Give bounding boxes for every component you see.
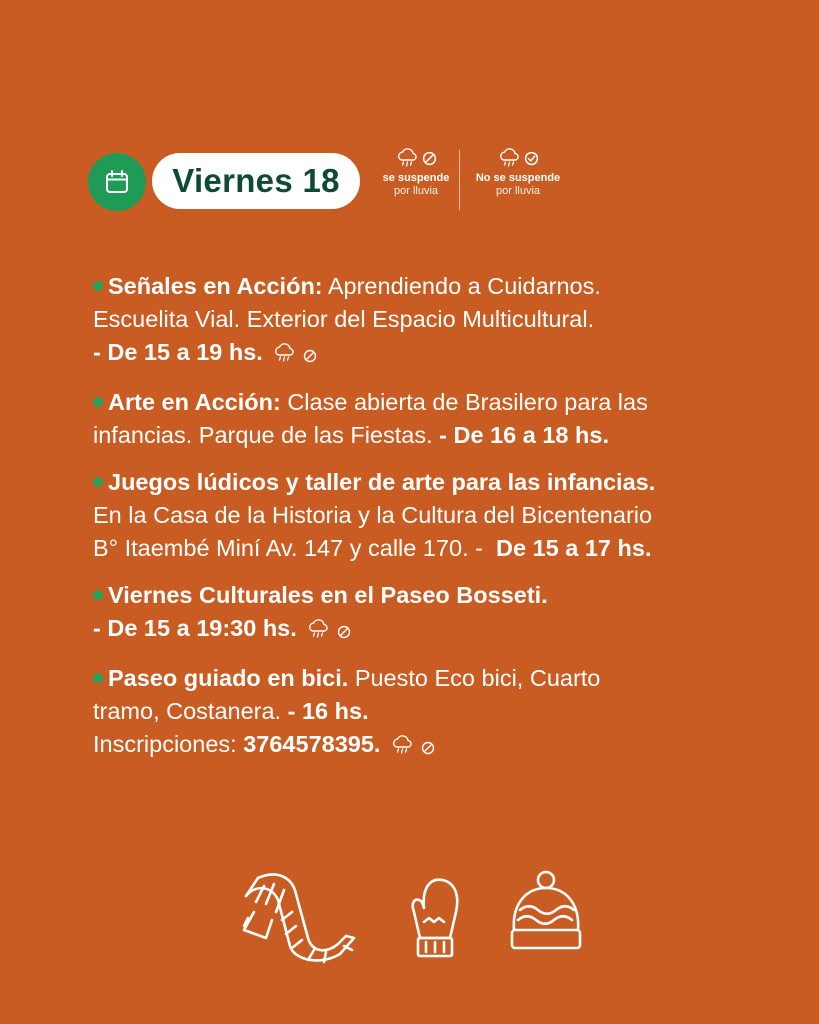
mitten-icon: [404, 872, 466, 962]
calendar-badge: [88, 153, 146, 211]
event-description: Escuelita Vial. Exterior del Espacio Multicultural.: [93, 306, 595, 332]
event-item: [93, 662, 743, 764]
event-title: Arte en Acción:: [108, 389, 281, 415]
no-sign-icon: [421, 741, 435, 755]
day-title: Viernes 18: [152, 153, 360, 209]
rain-cloud-icon: [307, 619, 330, 639]
bullet-dot: [93, 397, 103, 407]
legend-divider: [459, 150, 460, 210]
no-sign-icon: [303, 349, 317, 363]
rain-suspends-indicator: [307, 615, 351, 648]
bullet-dot: [93, 590, 103, 600]
event-title: Viernes Culturales en el Paseo Bosseti.: [108, 582, 548, 608]
beanie-icon: [506, 868, 586, 952]
legend-suspends-line2: por lluvia: [393, 185, 439, 197]
event-item: [93, 270, 743, 372]
legend-suspends-line1: se suspende: [382, 172, 450, 184]
event-list: [93, 270, 743, 778]
rain-suspends-indicator: [273, 339, 317, 372]
winter-illustrations: [236, 868, 586, 968]
rain-cloud-icon: [273, 343, 296, 363]
event-description: Clase abierta de Brasilero para las infancias. Parque de las Fiestas.: [93, 389, 648, 448]
event-description: En la Casa de la Historia y la Cultura del Bicentenario: [93, 502, 653, 528]
no-sign-icon: [337, 625, 351, 639]
event-description: Aprendiendo a Cuidarnos.: [327, 273, 601, 299]
event-time: - De 16 a 18 hs.: [439, 422, 609, 448]
event-title: Señales en Acción:: [108, 273, 323, 299]
day-header: [88, 152, 728, 212]
event-description: tramo, Costanera.: [93, 698, 282, 724]
check-sign-icon: [524, 151, 539, 166]
event-description: B° Itaembé Miní Av. 147 y calle 170. -: [93, 535, 483, 561]
bullet-dot: [93, 673, 103, 683]
calendar-icon: [103, 168, 131, 196]
event-time: - De 15 a 19 hs.: [93, 339, 263, 365]
legend-not-suspends: [466, 146, 570, 198]
rain-cloud-icon: [396, 148, 419, 168]
event-time: - 16 hs.: [287, 698, 369, 724]
legend-not-suspends-line1: No se suspende: [475, 172, 561, 184]
rain-suspends-indicator: [391, 731, 435, 764]
registration-phone: 3764578395.: [243, 731, 381, 757]
event-title: Paseo guiado en bici.: [108, 665, 349, 691]
no-sign-icon: [422, 151, 437, 166]
legend-suspends: [376, 146, 456, 198]
event-item: [93, 386, 743, 452]
event-time: De 15 a 17 hs.: [496, 535, 652, 561]
rain-cloud-icon: [498, 148, 521, 168]
registration-label: Inscripciones:: [93, 731, 237, 757]
bullet-dot: [93, 281, 103, 291]
event-title: Juegos lúdicos y taller de arte para las infancias.: [108, 469, 656, 495]
legend-not-suspends-line2: por lluvia: [495, 185, 541, 197]
event-time: - De 15 a 19:30 hs.: [93, 615, 297, 641]
rain-cloud-icon: [391, 735, 414, 755]
scarf-icon: [236, 868, 360, 966]
event-description: Puesto Eco bici, Cuarto: [354, 665, 601, 691]
bullet-dot: [93, 477, 103, 487]
event-item: [93, 579, 743, 648]
event-item: [93, 466, 743, 565]
